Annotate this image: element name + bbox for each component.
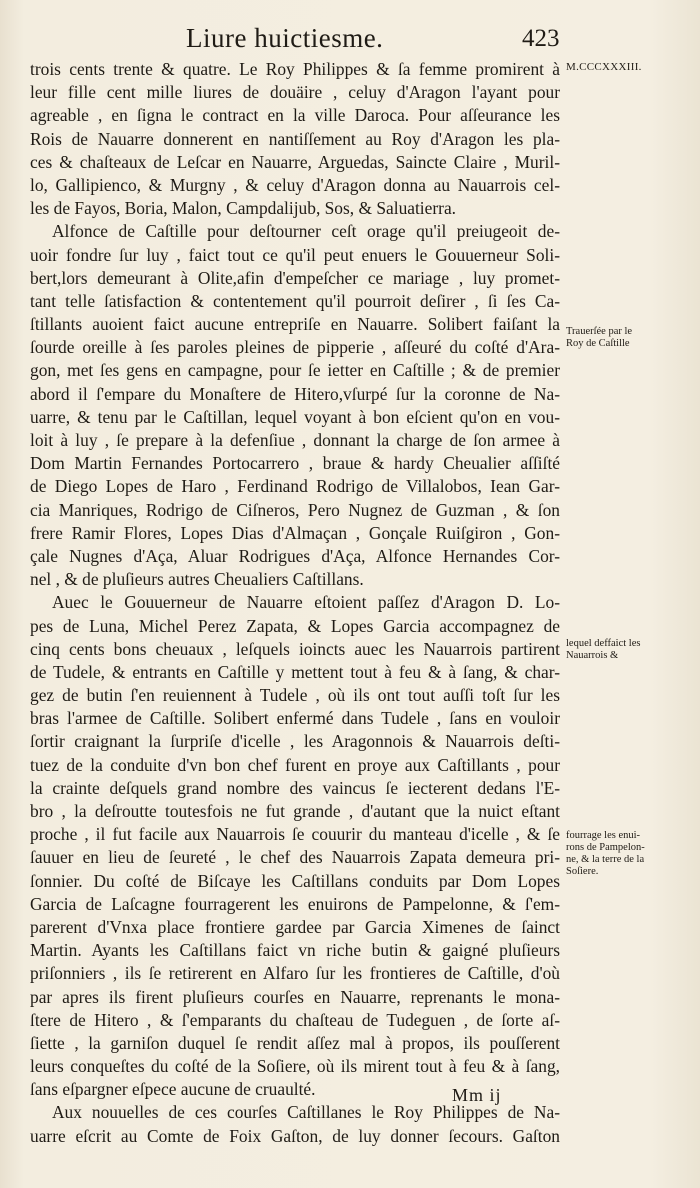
text-line: pes de Luna, Michel Perez Zapata, & Lopes Garcia accompagnez de [30, 615, 560, 636]
text-line: gon, met ſes gens en campagne, pour ſe ietter en Caſtille ; & de premier [30, 360, 560, 381]
text-line: ſiette , la garniſon duquel ſe rendit aſſez mal à propos, ils pouſſerent [30, 1032, 560, 1053]
text-line: priſonniers , ils ſe retirerent en Alfaro ſur les frontieres de Caſtille, d'où [30, 963, 560, 984]
text-line: proche , il fut facile aux Nauarrois ſe couurir du manteau d'icelle , & ſe [30, 824, 560, 845]
running-title: Liure huictiesme. [186, 23, 384, 53]
text-line: abord il ſ'empare du Monaſtere de Hitero,vſurpé ſur la coronne de Na- [30, 383, 560, 404]
text-line: gez de butin ſ'en reuiennent à Tudele , où ils ont tout auſſi toſt ſur les [30, 685, 560, 706]
text-line: ſauuer en lieu de ſeureté , le chef des Nauarrois Zapata demeura pri- [30, 847, 560, 868]
text-line: tuez de la conduite d'vn bon chef furent en proye aux Caſtillants , pour [30, 754, 560, 775]
signature-mark: Mm ij [452, 1085, 502, 1105]
page-number: 423 [522, 25, 560, 52]
text-line: bert,lors demeurant à Olite,afin d'empeſcher ce mariage , luy promet- [30, 267, 560, 288]
text-line: leurs conqueſtes du coſté de la Soſiere, où ils mirent tout à feu & à ſang, [30, 1056, 560, 1077]
text-line: ſtere de Hitero , & ſ'emparants du chaſteau de Tudeguen , de ſorte aſ- [30, 1009, 560, 1030]
text-line: cinq cents bons cheuaux , leſquels ioincts auec les Nauarrois partirent [30, 638, 560, 659]
text-line: leur fille cent mille liures de douäire , celuy d'Aragon l'ayant pour [30, 82, 560, 103]
text-line: ſtillants auoient faict aucune entrepriſe en Nauarre. Solibert faiſant la [30, 314, 560, 335]
margin-note: Trauerſée par le Roy de Caſtille [566, 326, 633, 349]
paragraph-start-line: Alfonce de Caſtille pour deſtourner ceſt orage qu'il preiugeoit de- [52, 221, 560, 242]
text-line: par apres ils firent pluſieurs courſes en Nauarre, reprenants le mona- [30, 986, 560, 1007]
margin-note: lequel deffaict les Nauarrois & [566, 638, 641, 661]
text-line: uarre, & tenu par le Caſtillan, lequel voyant à bon eſcient qu'on en vou- [30, 406, 560, 427]
text-line: loit à luy , ſe prepare à la defenſiue , donnant la charge de ſon armee à [30, 430, 560, 450]
text-line: çale Nugnes d'Aça, Aluar Rodrigues d'Aça, Alfonce Hernandes Cor- [30, 545, 560, 566]
text-line: Martin. Ayants les Caſtillans faict vn riche butin & gaigné pluſieurs [30, 940, 560, 961]
text-line: ſortir craignant la ſurpriſe d'icelle , les Aragonnois & Nauarrois deſti- [30, 731, 560, 752]
text-line: Rois de Nauarre donnerent en nantiſſement au Roy d'Aragon les pla- [30, 128, 560, 149]
text-line: Dom Martin Fernandes Portocarrero , braue & hardy Cheualier aſſiſté [30, 453, 560, 474]
text-line: ſonnier. Du coſté de Biſcaye les Caſtillans conduits par Dom Lopes [30, 870, 560, 891]
text-line: les de Fayos, Boria, Malon, Campdalijub, Sos, & Saluatierra. [30, 198, 457, 219]
text-line: ſans eſpargner eſpece aucune de cruaulté. [30, 1079, 316, 1100]
margin-note: fourrage les enui- rons de Pampelon- ne, & la terre de la Soſiere. [566, 830, 645, 877]
text-line: de Diego Lopes de Haro , Ferdinand Rodrigo de Villalobos, Iean Gar- [30, 476, 560, 497]
text-line: ces & chaſteaux de Leſcar en Nauarre, Arguedas, Saincte Claire , Muril- [30, 151, 560, 172]
text-line: de Tudele, & entrants en Caſtille y mettent tout à feu & à ſang, & char- [30, 661, 560, 682]
text-line: bro , la deſroutte toutesfois ne fut grande , d'autant que la nuict eſtant [30, 801, 560, 821]
text-line: agreable , en ſigna le contract en la ville Daroca. Pour aſſeurance les [30, 105, 560, 126]
text-line: nel , & de pluſieurs autres Cheualiers Caſtillans. [30, 569, 364, 590]
text-line: ſourde oreille à ſes paroles pleines de pipperie , aſſeuré du coſté d'Ara- [30, 337, 560, 358]
text-line: cia Manriques, Rodrigo de Ciſneros, Pero Nugnez de Guzman , & ſon [30, 499, 560, 520]
text-line: trois cents trente & quatre. Le Roy Philippes & ſa femme promirent à [30, 59, 560, 79]
body-text [30, 58, 560, 1148]
text-line: frere Ramir Flores, Lopes Dias d'Almaçan , Gonçale Ruiſgiron , Gon- [30, 522, 560, 543]
text-line: la crainte deſquels grand nombre des vaincus ſe iecterent dedans l'E- [30, 777, 560, 798]
text-line: lo, Gallipienco, & Murgny , & celuy d'Aragon donna au Nauarrois cel- [30, 174, 560, 195]
text-line: tant telle ſatisfaction & contentement qu'il pourroit deſirer , ſi ſes Ca- [30, 290, 560, 311]
paragraph-start-line: Aux nouuelles de ces courſes Caſtillanes le Roy Philippes de Na- [52, 1102, 560, 1123]
paragraph-start-line: Auec le Gouuerneur de Nauarre eſtoient paſſez d'Aragon D. Lo- [52, 592, 560, 613]
text-line: uoir fondre ſur luy , faict tout ce qu'il peut enuers le Gouuerneur Soli- [30, 244, 560, 265]
text-line: Garcia de Laſcagne fourragerent les enuirons de Pampelonne, & ſ'em- [30, 893, 560, 914]
text-line: parerent d'Vnxa place frontiere gardee par Garcia Ximenes de ſainct [30, 916, 560, 937]
text-line: uarre eſcrit au Comte de Foix Gaſton, de luy donner ſecours. Gaſton [30, 1125, 560, 1146]
text-line: bras l'armee de Caſtille. Solibert enfermé dans Tudele , ſans en vouloir [30, 708, 560, 729]
margin-date-note: M.CCCXXXIII. [566, 61, 642, 73]
